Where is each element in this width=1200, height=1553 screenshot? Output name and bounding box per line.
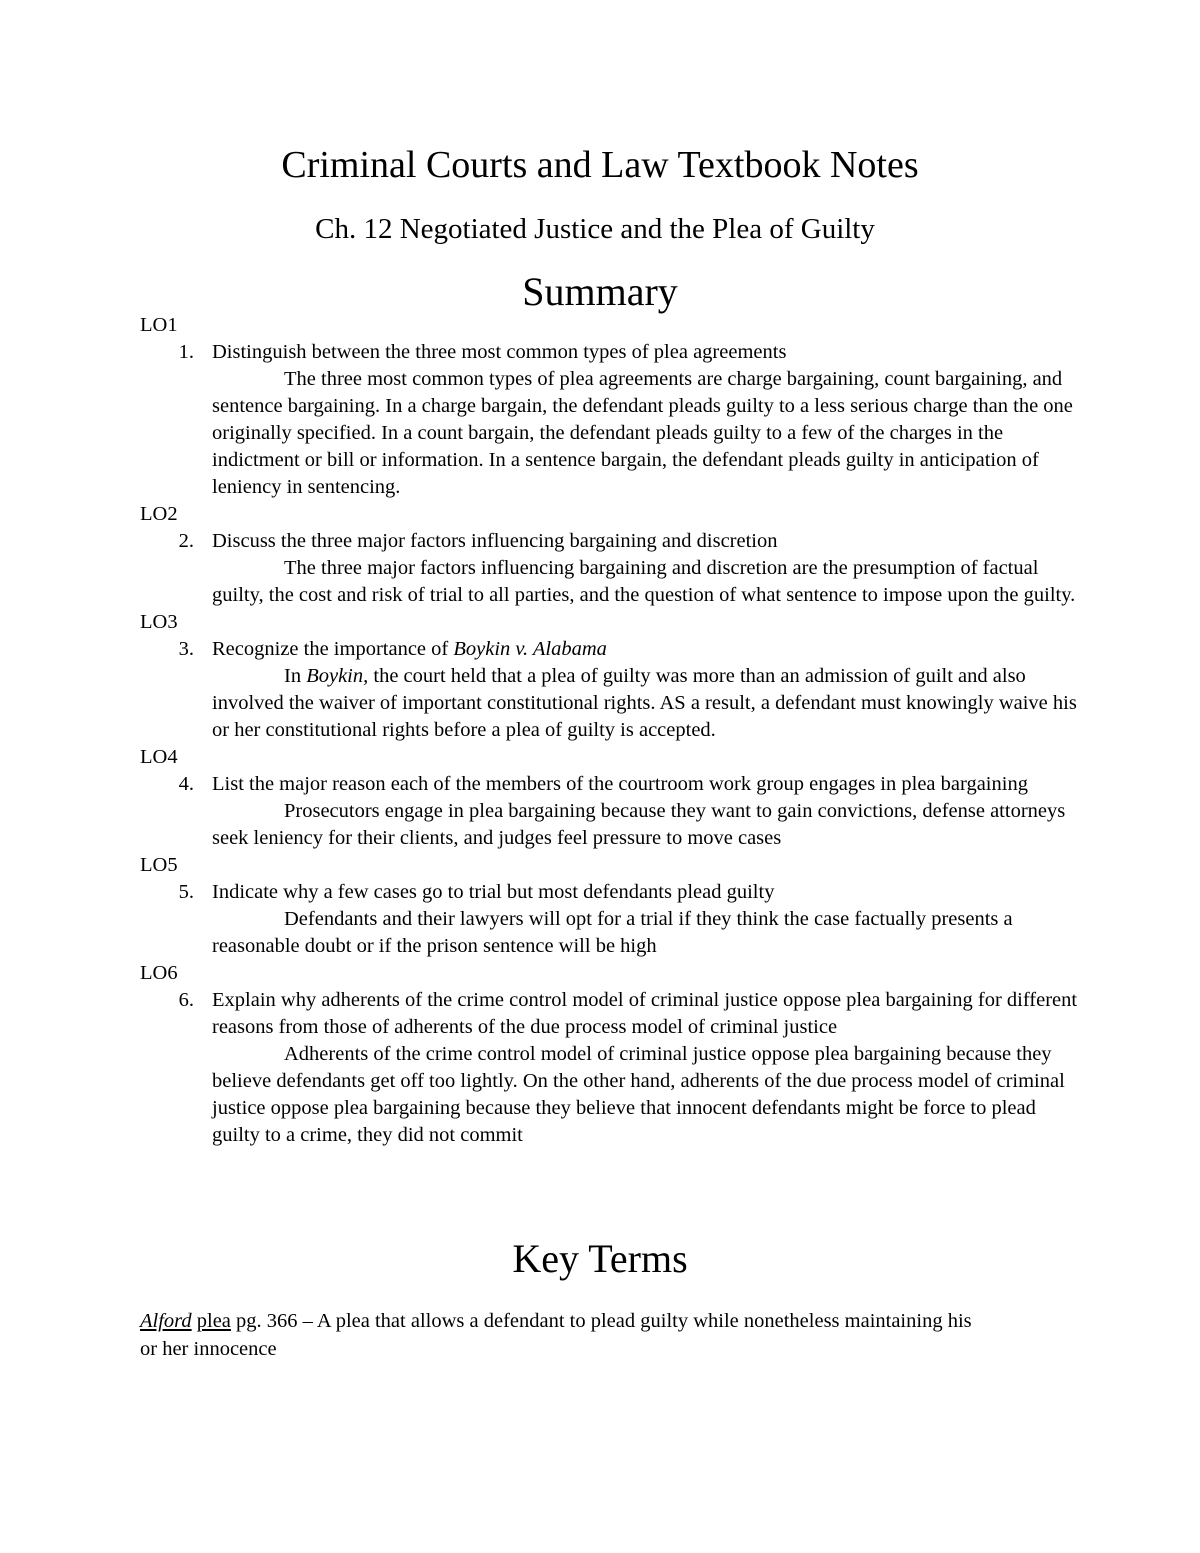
term-definition: pg. 366 – A plea that allows a defendant to plead guilty while nonetheless maintaining his or her innocence	[140, 1310, 972, 1360]
lo-label: LO1	[140, 314, 178, 336]
lo-label: LO6	[140, 962, 178, 984]
item-number: 6.	[178, 989, 194, 1011]
summary-item	[140, 636, 1080, 744]
case-name: Boykin v. Alabama	[453, 638, 607, 660]
item-question: Indicate why a few cases go to trial but most defendants plead guilty	[212, 881, 775, 903]
item-answer: Adherents of the crime control model of criminal justice oppose plea bargaining because they believe defendants get off too lightly. On the other hand, adherents of the due process model of criminal justice oppose plea bargaining because they believe that innocent defendants might be force to plead guilty to a crime, they did not commit	[212, 1043, 1065, 1146]
item-number: 3.	[178, 638, 194, 660]
key-terms-section	[140, 1307, 980, 1363]
summary-item	[140, 528, 1080, 609]
item-answer: The three most common types of plea agreements are charge bargaining, count bargaining, and sentence bargaining. In a charge bargain, the defendant pleads guilty to a less serious charge than the one originally specified. In a count bargain, the defendant pleads guilty to a few of the charges in the indictment or bill or information. In a sentence bargain, the defendant pleads guilty in anticipation of leniency in sentencing.	[212, 368, 1073, 498]
item-answer: The three major factors influencing bargaining and discretion are the presumption of factual guilty, the cost and risk of trial to all parties, and the question of what sentence to impose upon the guilty.	[212, 557, 1076, 606]
lo-label: LO5	[140, 854, 178, 876]
summary-item	[140, 771, 1080, 852]
lo-label: LO4	[140, 746, 178, 768]
item-question: List the major reason each of the members of the courtroom work group engages in plea bargaining	[212, 773, 1028, 795]
answer-text: the court held that a plea of guilty was more than an admission of guilt and also involved the waiver of important constitutional rights. AS a result, a defendant must knowingly waive his or her constitutional rights before a plea of guilty is accepted.	[212, 665, 1077, 741]
summary-item	[140, 339, 1080, 501]
question-text: Recognize the importance of	[212, 638, 454, 660]
item-question: Distinguish between the three most common types of plea agreements	[212, 341, 787, 363]
chapter-subtitle: Ch. 12 Negotiated Justice and the Plea of Guilty	[315, 213, 875, 245]
item-answer: Prosecutors engage in plea bargaining because they want to gain convictions, defense attorneys seek leniency for their clients, and judges feel pressure to move cases	[212, 800, 1066, 849]
item-answer: Defendants and their lawyers will opt for a trial if they think the case factually presents a reasonable doubt or if the prison sentence will be high	[212, 908, 1013, 957]
case-name: Boykin,	[306, 665, 369, 687]
lo-label: LO2	[140, 503, 178, 525]
item-question: Explain why adherents of the crime control model of criminal justice oppose plea bargaining for different reasons from those of adherents of the due process model of criminal justice	[212, 989, 1078, 1038]
summary-item	[140, 987, 1080, 1149]
key-term-entry	[140, 1307, 980, 1363]
term-name: Alford	[140, 1310, 192, 1332]
summary-heading: Summary	[522, 269, 678, 314]
document-title: Criminal Courts and Law Textbook Notes	[281, 144, 919, 186]
answer-text: In	[284, 665, 307, 687]
term-word: plea	[196, 1310, 231, 1332]
summary-item	[140, 879, 1080, 960]
item-number: 4.	[178, 773, 194, 795]
item-number: 2.	[178, 530, 194, 552]
lo-label: LO3	[140, 611, 178, 633]
summary-section	[140, 312, 1080, 1149]
item-number: 5.	[178, 881, 194, 903]
item-question	[212, 636, 1080, 663]
item-answer	[212, 663, 1080, 744]
item-number: 1.	[178, 341, 194, 363]
key-terms-heading: Key Terms	[512, 1236, 688, 1281]
item-question: Discuss the three major factors influencing bargaining and discretion	[212, 530, 778, 552]
